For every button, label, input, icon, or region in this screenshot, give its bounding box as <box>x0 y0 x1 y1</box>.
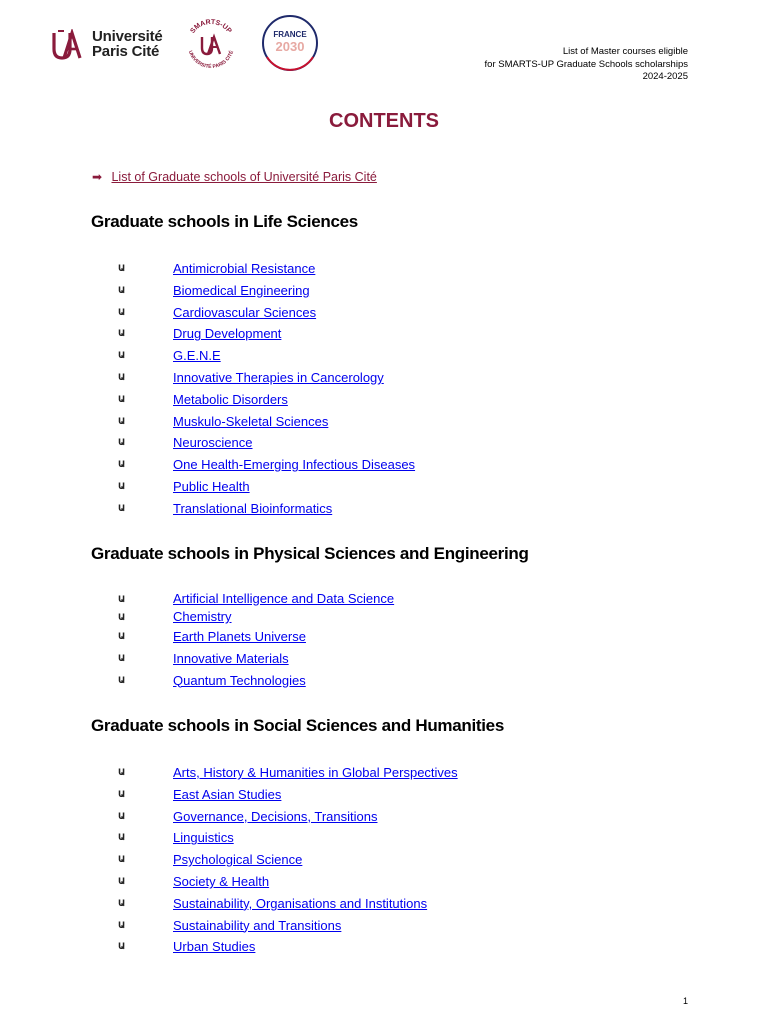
upc-bullet-icon: Ա <box>118 612 126 622</box>
france-logo-text: FRANCE <box>273 30 307 39</box>
link-society-health[interactable]: Society & Health <box>173 873 270 889</box>
universite-paris-cite-logo <box>50 27 165 63</box>
link-earth-planets-universe[interactable]: Earth Planets Universe <box>173 629 306 644</box>
section-heading-social-sciences: Graduate schools in Social Sciences and Humanities <box>91 716 504 735</box>
section-heading-physical-sciences: Graduate schools in Physical Sciences and Engineering <box>91 544 529 563</box>
upc-bullet-icon: Ա <box>118 810 126 821</box>
upc-bullet-icon: Ա <box>118 284 126 295</box>
link-arts-history-humanities[interactable]: Arts, History & Humanities in Global Perspectives <box>173 765 458 780</box>
link-innovative-therapies-cancerology[interactable]: Innovative Therapies in Cancerology <box>173 369 384 385</box>
upc-bullet-icon: Ա <box>118 631 126 641</box>
link-neuroscience[interactable]: Neuroscience <box>173 435 253 451</box>
upc-bullet-icon: Ա <box>118 674 126 685</box>
upc-bullet-icon: Ա <box>118 393 126 404</box>
smarts-up-logo <box>182 16 240 74</box>
graduate-schools-list-link[interactable]: List of Graduate schools of Université Paris Cité <box>111 170 377 184</box>
link-sustainability-transitions[interactable]: Sustainability and Transitions <box>173 917 342 933</box>
lead-link-row <box>92 170 377 184</box>
link-governance-decisions-transitions[interactable]: Governance, Decisions, Transitions <box>173 808 378 824</box>
right-arrow-icon: ➡ <box>92 170 103 184</box>
smarts-logo-bottom-text: UNIVERSITÉ PARIS CITÉ <box>186 49 236 71</box>
link-psychological-science[interactable]: Psychological Science <box>173 852 303 868</box>
upc-bullet-icon: Ա <box>118 832 126 843</box>
upc-bullet-icon: Ա <box>118 788 126 799</box>
upc-bullet-icon: Ա <box>118 767 126 777</box>
upc-bullet-icon: Ա <box>118 328 126 339</box>
upc-bullet-icon: Ա <box>118 350 126 361</box>
upc-bullet-icon: Ա <box>118 652 126 663</box>
page-title: CONTENTS <box>329 110 439 132</box>
link-east-asian-studies[interactable]: East Asian Studies <box>173 786 282 802</box>
link-biomedical-engineering[interactable]: Biomedical Engineering <box>173 282 310 298</box>
link-muskulo-skeletal-sciences[interactable]: Muskulo-Skeletal Sciences <box>173 413 329 429</box>
header-document-info <box>485 46 688 84</box>
upc-bullet-icon: Ա <box>118 480 126 491</box>
link-gene[interactable]: G.E.N.E <box>173 348 221 364</box>
smarts-logo-text: SMARTS-UP <box>189 18 233 35</box>
header-info-line1: List of Master courses eligible <box>562 46 688 57</box>
upc-bullet-icon: Ա <box>118 437 126 448</box>
link-ai-data-science[interactable]: Artificial Intelligence and Data Science <box>173 591 395 606</box>
link-one-health[interactable]: One Health-Emerging Infectious Diseases <box>173 457 416 473</box>
upc-bullet-icon: Ա <box>118 919 126 930</box>
link-chemistry[interactable]: Chemistry <box>173 609 232 624</box>
link-quantum-technologies[interactable]: Quantum Technologies <box>173 672 306 688</box>
link-antimicrobial-resistance[interactable]: Antimicrobial Resistance <box>173 261 316 276</box>
link-public-health[interactable]: Public Health <box>173 478 250 494</box>
upc-bullet-icon: Ա <box>118 306 126 317</box>
upc-bullet-icon: Ա <box>118 415 126 426</box>
upc-logo-line2: Paris Cité <box>92 43 160 60</box>
upc-mark-icon <box>50 29 86 61</box>
france-2030-logo <box>255 13 325 73</box>
link-metabolic-disorders[interactable]: Metabolic Disorders <box>173 391 288 407</box>
france-logo-year: 2030 <box>275 39 305 54</box>
link-cardiovascular-sciences[interactable]: Cardiovascular Sciences <box>173 304 317 320</box>
header-info-line2: for SMARTS-UP Graduate Schools scholarships <box>484 58 688 70</box>
upc-bullet-icon: Ա <box>118 875 126 886</box>
upc-bullet-icon: Ա <box>118 459 126 470</box>
upc-bullet-icon: Ա <box>118 371 126 382</box>
upc-bullet-icon: Ա <box>118 897 126 908</box>
link-urban-studies[interactable]: Urban Studies <box>173 939 256 955</box>
section-heading-life-sciences: Graduate schools in Life Sciences <box>91 212 358 231</box>
link-sustainability-organisations[interactable]: Sustainability, Organisations and Institutions <box>173 895 428 911</box>
link-drug-development[interactable]: Drug Development <box>173 326 282 342</box>
link-innovative-materials[interactable]: Innovative Materials <box>173 650 289 666</box>
upc-bullet-icon: Ա <box>118 594 126 604</box>
upc-bullet-icon: Ա <box>118 502 126 513</box>
upc-logo-line1: Université <box>92 28 163 45</box>
upc-bullet-icon: Ա <box>118 941 126 952</box>
link-translational-bioinformatics[interactable]: Translational Bioinformatics <box>173 500 333 516</box>
link-linguistics[interactable]: Linguistics <box>173 830 234 846</box>
svg-text:SMARTS-UP <box>189 19 232 35</box>
upc-bullet-icon: Ա <box>118 263 126 273</box>
page-number: 1 <box>682 996 688 1006</box>
header-info-line3: 2024-2025 <box>642 71 688 82</box>
upc-bullet-icon: Ա <box>118 854 126 865</box>
